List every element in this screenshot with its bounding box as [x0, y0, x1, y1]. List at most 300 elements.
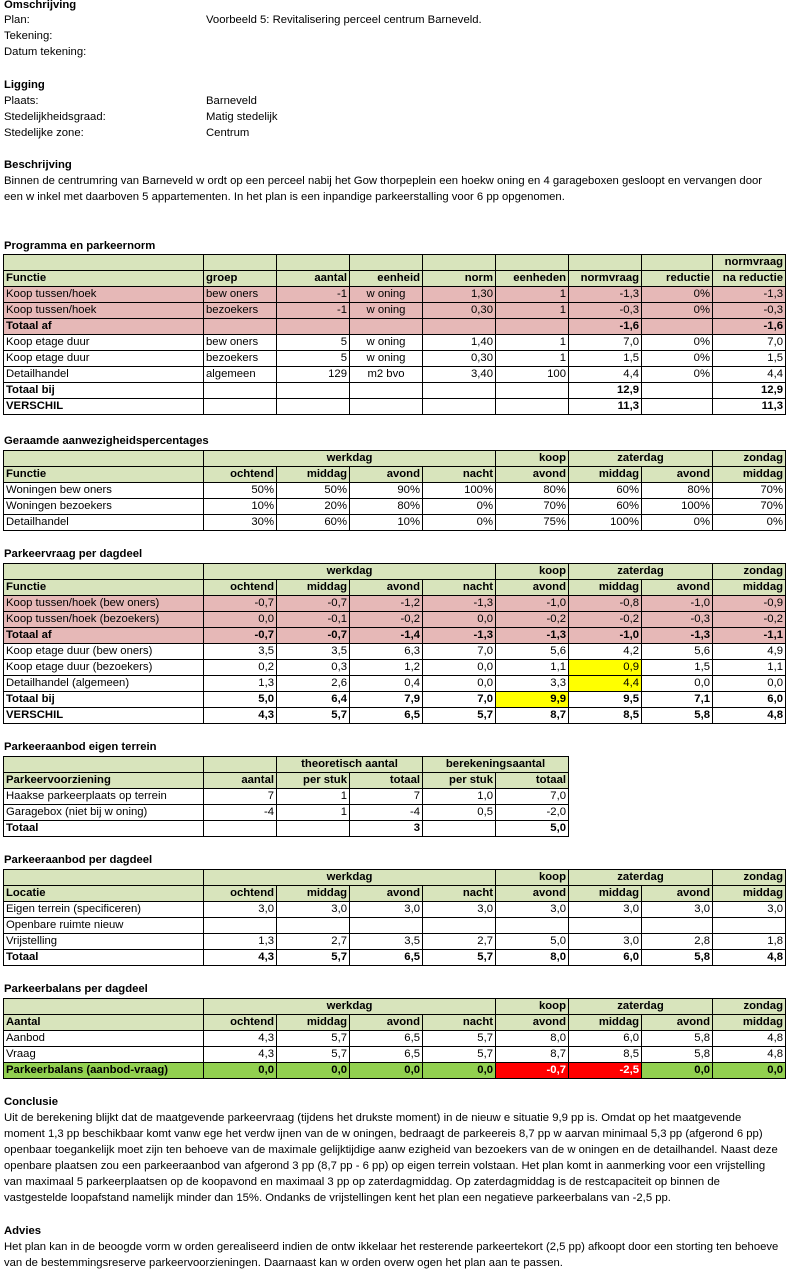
table-cell: 50% [277, 483, 350, 499]
table-cell: 7,0 [569, 335, 642, 351]
table-cell [204, 255, 277, 271]
table-cell: 60% [569, 499, 642, 515]
table-cell [350, 255, 423, 271]
table-cell: zaterdag [569, 870, 713, 886]
conclusie-text: Uit de berekening blijkt dat de maatgevende parkeervraag (tijdens het drukste moment) in de nieuw e situatie 9,9 pp is. Omdat op het maatgevende moment 1,3 pp beschikbaar komt vanw ege het verdw ijnen van de w oningen, bedraagt de parkeereis 8,7 pp w aarvan minimaal 5,3 pp (afgerond 6 pp) openbaar toegankelijk moet zijn ten behoeve van de maximale gelijktijdige aanw ezigheid van bezoekers van de w oningen en de detailhandel. Naast deze openbare plaatsen zou een parkeeraanbod van afgerond 3 pp (8,7 pp - 6 pp) op eigen terrein volstaan. Het plan komt in aanmerking voor een vrijstelling van maximaal 5 parkeerplaatsen op de koopavond en maximaal 3 pp op zaterdagmiddag. Op zaterdagmiddag is de restcapaciteit op binnen de vastgestelde loopafstand namelijk minder dan 15%. Ondanks de vrijstellingen kent het plan een negatieve parkeerbalans van -2,5 pp. [4, 1112, 778, 1204]
table-cell: 5,6 [496, 644, 569, 660]
table-cell: zondag [713, 451, 786, 467]
table-cell [569, 918, 642, 934]
table-cell: 1,0 [423, 789, 496, 805]
table-cell: avond [496, 467, 569, 483]
table-cell: Totaal bij [4, 383, 204, 399]
table-cell: w oning [350, 351, 423, 367]
table-row [4, 692, 786, 708]
table-cell [496, 399, 569, 415]
table-cell: theoretisch aantal [277, 757, 423, 773]
table-cell: groep [204, 271, 277, 287]
table-cell: 3,3 [496, 676, 569, 692]
table-cell [423, 821, 496, 837]
table-cell [277, 255, 350, 271]
table-cell [642, 399, 713, 415]
table-cell: 5,7 [277, 1031, 350, 1047]
table-cell: zondag [713, 564, 786, 580]
table-cell: 0,0 [204, 612, 277, 628]
table-cell: 6,3 [350, 644, 423, 660]
table-cell: normvraag [713, 255, 786, 271]
table-cell: -1,3 [496, 628, 569, 644]
table-cell: middag [277, 580, 350, 596]
table-cell: Locatie [4, 886, 204, 902]
table-cell [423, 255, 496, 271]
table-cell: koop [496, 870, 569, 886]
table-cell: 75% [496, 515, 569, 531]
table-cell: totaal [350, 773, 423, 789]
table-cell: 30% [204, 515, 277, 531]
advies-text: Het plan kan in de beoogde vorm w orden gerealiseerd indien de ontw ikkelaar het resterende parkeertekort (2,5 pp) afkoopt door een storting ten behoeve van de bestemmingsreserve parkeervoorzieningen. Daarnaast kan w orden overw ogen het plan aan te passen. [4, 1241, 779, 1269]
table-cell: -0,2 [713, 612, 786, 628]
table-cell: 100% [569, 515, 642, 531]
table-cell: -0,1 [277, 612, 350, 628]
table-cell: avond [496, 580, 569, 596]
table-cell: Koop tussen/hoek (bew oners) [4, 596, 204, 612]
table-cell: 2,7 [423, 934, 496, 950]
table-row [4, 303, 786, 319]
section-ligging: Ligging [4, 79, 45, 91]
table-cell: 0% [423, 515, 496, 531]
table-cell: middag [569, 580, 642, 596]
table-cell [277, 918, 350, 934]
table-cell: totaal [496, 773, 569, 789]
table-cell: 6,5 [350, 950, 423, 966]
table-cell: avond [350, 1015, 423, 1031]
table-cell: nacht [423, 886, 496, 902]
table-cell: 1 [277, 805, 350, 821]
table-cell [642, 918, 713, 934]
table-cell: 80% [642, 483, 713, 499]
table-cell: Koop etage duur [4, 335, 204, 351]
stedelijkheid-label: Stedelijkheidsgraad: [4, 111, 106, 123]
table-cell: 3,0 [713, 902, 786, 918]
table-cell: -1 [277, 287, 350, 303]
table-cell: middag [277, 467, 350, 483]
table-cell: Parkeervoorziening [4, 773, 204, 789]
table-header [4, 886, 786, 902]
table-cell [277, 821, 350, 837]
table-group-header [4, 757, 569, 773]
aanbod-dagdeel-table [3, 869, 786, 966]
table-cell: 9,5 [569, 692, 642, 708]
table-cell: Functie [4, 271, 204, 287]
table-cell: 5,8 [642, 950, 713, 966]
table-row [4, 1063, 786, 1079]
table-cell: bezoekers [204, 351, 277, 367]
table-cell: ochtend [204, 580, 277, 596]
table-cell: Vraag [4, 1047, 204, 1063]
zone-label: Stedelijke zone: [4, 127, 84, 139]
table-cell [204, 399, 277, 415]
table-cell: avond [496, 886, 569, 902]
table-cell: 60% [569, 483, 642, 499]
table-cell [4, 564, 204, 580]
table-cell: middag [569, 1015, 642, 1031]
table-cell [569, 255, 642, 271]
table-cell: 1,1 [713, 660, 786, 676]
table-cell: 0,9 [569, 660, 642, 676]
table-cell: -0,9 [713, 596, 786, 612]
stedelijkheid-value: Matig stedelijk [206, 111, 278, 123]
table-cell: 1,30 [423, 287, 496, 303]
table-cell: 0,0 [642, 676, 713, 692]
section-aanbod-dagdeel: Parkeeraanbod per dagdeel [4, 854, 153, 866]
table-cell [423, 399, 496, 415]
table-cell: zondag [713, 999, 786, 1015]
table-cell: zaterdag [569, 564, 713, 580]
table-cell: 3,0 [642, 902, 713, 918]
table-row [4, 483, 786, 499]
table-cell [204, 383, 277, 399]
section-parkeervraag: Parkeervraag per dagdeel [4, 548, 143, 560]
table-cell: avond [642, 580, 713, 596]
table-cell: norm [423, 271, 496, 287]
table-cell: 4,4 [569, 367, 642, 383]
table-cell: 5,7 [423, 708, 496, 724]
table-cell: 6,5 [350, 1031, 423, 1047]
table-row [4, 918, 786, 934]
table-cell: 5,6 [642, 644, 713, 660]
table-row [4, 708, 786, 724]
table-cell: -2,5 [569, 1063, 642, 1079]
table-cell: middag [569, 886, 642, 902]
table-cell: Koop etage duur [4, 351, 204, 367]
table-cell [204, 319, 277, 335]
table-cell: nacht [423, 1015, 496, 1031]
table-cell: 0% [642, 351, 713, 367]
table-row [4, 805, 569, 821]
table-row [4, 351, 786, 367]
table-cell: w oning [350, 303, 423, 319]
table-cell: Functie [4, 467, 204, 483]
table-cell: Parkeerbalans (aanbod-vraag) [4, 1063, 204, 1079]
table-cell: -1,0 [496, 596, 569, 612]
table-cell: avond [350, 467, 423, 483]
table-cell: 6,0 [713, 692, 786, 708]
plaats-value: Barneveld [206, 95, 257, 107]
table-cell: 3,5 [277, 644, 350, 660]
table-cell: Aanbod [4, 1031, 204, 1047]
table-cell: -0,3 [569, 303, 642, 319]
table-cell: -1,0 [569, 628, 642, 644]
table-header [4, 271, 786, 287]
section-aanbod-eigen: Parkeeraanbod eigen terrein [4, 741, 157, 753]
table-cell: -0,2 [569, 612, 642, 628]
table-cell [642, 255, 713, 271]
table-cell: 4,8 [713, 1047, 786, 1063]
table-cell: 5,0 [496, 821, 569, 837]
table-cell: -4 [350, 805, 423, 821]
table-cell: werkdag [204, 564, 496, 580]
table-cell: per stuk [277, 773, 350, 789]
table-cell: 70% [496, 499, 569, 515]
table-cell: zondag [713, 870, 786, 886]
table-cell [713, 918, 786, 934]
table-cell: 1,5 [642, 660, 713, 676]
table-cell: eenheden [496, 271, 569, 287]
table-cell: bew oners [204, 335, 277, 351]
table-cell [277, 383, 350, 399]
table-cell: 12,9 [713, 383, 786, 399]
table-cell: 8,5 [569, 1047, 642, 1063]
table-group-header [4, 564, 786, 580]
table-cell: VERSCHIL [4, 399, 204, 415]
table-cell: Woningen bezoekers [4, 499, 204, 515]
table-cell: 0% [642, 287, 713, 303]
table-cell: -2,0 [496, 805, 569, 821]
table-cell: -0,7 [204, 628, 277, 644]
table-cell: -1,0 [642, 596, 713, 612]
table-cell: 7,9 [350, 692, 423, 708]
table-cell: aantal [277, 271, 350, 287]
table-cell: 0% [642, 335, 713, 351]
table-cell: 0,0 [423, 612, 496, 628]
table-cell: 1 [496, 335, 569, 351]
table-cell: -0,3 [713, 303, 786, 319]
table-cell: -1,4 [350, 628, 423, 644]
table-cell [204, 821, 277, 837]
table-cell: 0,30 [423, 351, 496, 367]
table-cell: 0,0 [423, 660, 496, 676]
plaats-label: Plaats: [4, 95, 39, 107]
table-cell: 3,40 [423, 367, 496, 383]
table-cell: 3,0 [569, 934, 642, 950]
datum-label: Datum tekening: [4, 46, 87, 58]
table-cell: 6,5 [350, 708, 423, 724]
table-cell: Koop tussen/hoek [4, 287, 204, 303]
balans-table [3, 998, 786, 1079]
table-cell: 5,8 [642, 1047, 713, 1063]
table-cell: 5,0 [204, 692, 277, 708]
table-cell: berekeningsaantal [423, 757, 569, 773]
table-cell: 7,0 [713, 335, 786, 351]
table-cell: 8,0 [496, 950, 569, 966]
table-cell: ochtend [204, 886, 277, 902]
table-cell: 3,0 [569, 902, 642, 918]
table-cell: 4,3 [204, 1047, 277, 1063]
table-row [4, 287, 786, 303]
table-cell [4, 255, 204, 271]
table-cell: -0,7 [496, 1063, 569, 1079]
table-cell: Totaal af [4, 628, 204, 644]
table-cell: 5,7 [423, 1047, 496, 1063]
table-cell: 5,7 [423, 1031, 496, 1047]
table-cell [4, 451, 204, 467]
table-row [4, 515, 786, 531]
table-cell: 80% [350, 499, 423, 515]
section-conclusie: Conclusie [4, 1096, 58, 1108]
table-cell: 6,0 [569, 1031, 642, 1047]
section-advies: Advies [4, 1225, 42, 1237]
table-cell: Koop tussen/hoek [4, 303, 204, 319]
table-cell: Haakse parkeerplaats op terrein [4, 789, 204, 805]
table-header-top [4, 255, 786, 271]
table-cell: zaterdag [569, 451, 713, 467]
table-cell: 5 [277, 351, 350, 367]
table-cell: -1,3 [642, 628, 713, 644]
table-cell: 8,5 [569, 708, 642, 724]
table-cell: koop [496, 451, 569, 467]
table-cell [4, 757, 204, 773]
table-cell: 0% [642, 303, 713, 319]
table-cell: -1,2 [350, 596, 423, 612]
table-group-header [4, 999, 786, 1015]
table-cell: 5,7 [277, 708, 350, 724]
table-cell: 1,5 [713, 351, 786, 367]
table-cell: 11,3 [569, 399, 642, 415]
table-cell: -0,2 [350, 612, 423, 628]
table-cell [642, 319, 713, 335]
table-cell: 5,8 [642, 708, 713, 724]
table-cell: 3,5 [204, 644, 277, 660]
table-cell: -1,6 [713, 319, 786, 335]
table-cell: 3 [350, 821, 423, 837]
table-cell: nacht [423, 467, 496, 483]
table-cell: Openbare ruimte nieuw [4, 918, 204, 934]
table-cell: 0,4 [350, 676, 423, 692]
table-cell: 4,8 [713, 708, 786, 724]
table-cell: -1,3 [569, 287, 642, 303]
table-cell: normvraag [569, 271, 642, 287]
table-cell: 0,0 [642, 1063, 713, 1079]
table-cell: 3,0 [277, 902, 350, 918]
table-cell: 50% [204, 483, 277, 499]
table-cell [496, 383, 569, 399]
table-cell: werkdag [204, 999, 496, 1015]
table-cell: 1,3 [204, 934, 277, 950]
table-row [4, 821, 569, 837]
table-cell: 5 [277, 335, 350, 351]
table-cell: 7,0 [423, 644, 496, 660]
table-cell: -0,2 [496, 612, 569, 628]
table-cell: middag [569, 467, 642, 483]
table-cell: Detailhandel (algemeen) [4, 676, 204, 692]
table-cell: 1,5 [569, 351, 642, 367]
table-cell: -4 [204, 805, 277, 821]
table-cell [423, 918, 496, 934]
table-cell: -0,7 [277, 628, 350, 644]
table-cell: middag [713, 1015, 786, 1031]
table-cell: m2 bvo [350, 367, 423, 383]
table-row [4, 660, 786, 676]
programma-table [3, 254, 786, 415]
table-cell: avond [642, 886, 713, 902]
table-cell: 3,5 [350, 934, 423, 950]
table-cell: 0,0 [277, 1063, 350, 1079]
table-cell: 100 [496, 367, 569, 383]
table-cell: 1 [277, 789, 350, 805]
table-cell: 70% [713, 483, 786, 499]
table-cell: w oning [350, 335, 423, 351]
table-row [4, 612, 786, 628]
table-cell [204, 757, 277, 773]
table-cell: 100% [423, 483, 496, 499]
table-row [4, 628, 786, 644]
table-cell: 2,7 [277, 934, 350, 950]
table-cell: 1 [496, 351, 569, 367]
table-cell: -1,3 [713, 287, 786, 303]
table-row [4, 789, 569, 805]
table-cell: 5,7 [277, 1047, 350, 1063]
section-beschrijving: Beschrijving [4, 159, 72, 171]
table-cell [496, 319, 569, 335]
table-cell: werkdag [204, 451, 496, 467]
table-cell: zaterdag [569, 999, 713, 1015]
section-omschrijving: Omschrijving [4, 0, 77, 11]
table-cell: koop [496, 999, 569, 1015]
table-cell: Aantal [4, 1015, 204, 1031]
table-cell: werkdag [204, 870, 496, 886]
table-cell: 11,3 [713, 399, 786, 415]
table-cell: avond [350, 580, 423, 596]
aanwezigheid-table [3, 450, 786, 531]
table-cell: bezoekers [204, 303, 277, 319]
table-cell [350, 383, 423, 399]
table-row [4, 383, 786, 399]
table-cell: Koop tussen/hoek (bezoekers) [4, 612, 204, 628]
table-header [4, 580, 786, 596]
table-cell: ochtend [204, 1015, 277, 1031]
table-cell [496, 918, 569, 934]
table-header [4, 467, 786, 483]
table-cell: Functie [4, 580, 204, 596]
table-cell [277, 319, 350, 335]
table-cell: 1,2 [350, 660, 423, 676]
table-cell: 0,0 [204, 1063, 277, 1079]
table-cell: 6,5 [350, 1047, 423, 1063]
table-cell: 6,0 [569, 950, 642, 966]
table-cell: 6,4 [277, 692, 350, 708]
table-cell: 1,40 [423, 335, 496, 351]
table-cell: Vrijstelling [4, 934, 204, 950]
table-cell: middag [713, 580, 786, 596]
table-cell: 0,0 [713, 1063, 786, 1079]
zone-value: Centrum [206, 127, 250, 139]
table-cell: avond [642, 467, 713, 483]
table-cell: per stuk [423, 773, 496, 789]
table-cell: avond [642, 1015, 713, 1031]
table-cell: avond [350, 886, 423, 902]
table-cell: 70% [713, 499, 786, 515]
table-cell: 100% [642, 499, 713, 515]
beschrijving-text: Binnen de centrumring van Barneveld w ordt op een perceel nabij het Gow thorpeplein een hoekw oning en 4 garageboxen gesloopt en vervangen door een w inkel met daarboven 5 appartementen. In het plan is een inpandige parkeerstalling voor 6 pp opgenomen. [4, 175, 763, 203]
table-cell: 0% [713, 515, 786, 531]
table-cell: 8,0 [496, 1031, 569, 1047]
table-cell: 1,3 [204, 676, 277, 692]
table-cell: 5,7 [423, 950, 496, 966]
table-cell: 129 [277, 367, 350, 383]
table-cell: 3,0 [204, 902, 277, 918]
table-cell: aantal [204, 773, 277, 789]
table-cell: w oning [350, 287, 423, 303]
table-cell: 4,8 [713, 950, 786, 966]
table-cell: 3,0 [350, 902, 423, 918]
table-cell: Totaal [4, 950, 204, 966]
table-cell: 80% [496, 483, 569, 499]
table-cell: 0,0 [423, 1063, 496, 1079]
table-cell: Garagebox (niet bij w oning) [4, 805, 204, 821]
plan-label: Plan: [4, 14, 30, 26]
table-cell: 0% [642, 367, 713, 383]
table-row [4, 319, 786, 335]
table-cell: eenheid [350, 271, 423, 287]
